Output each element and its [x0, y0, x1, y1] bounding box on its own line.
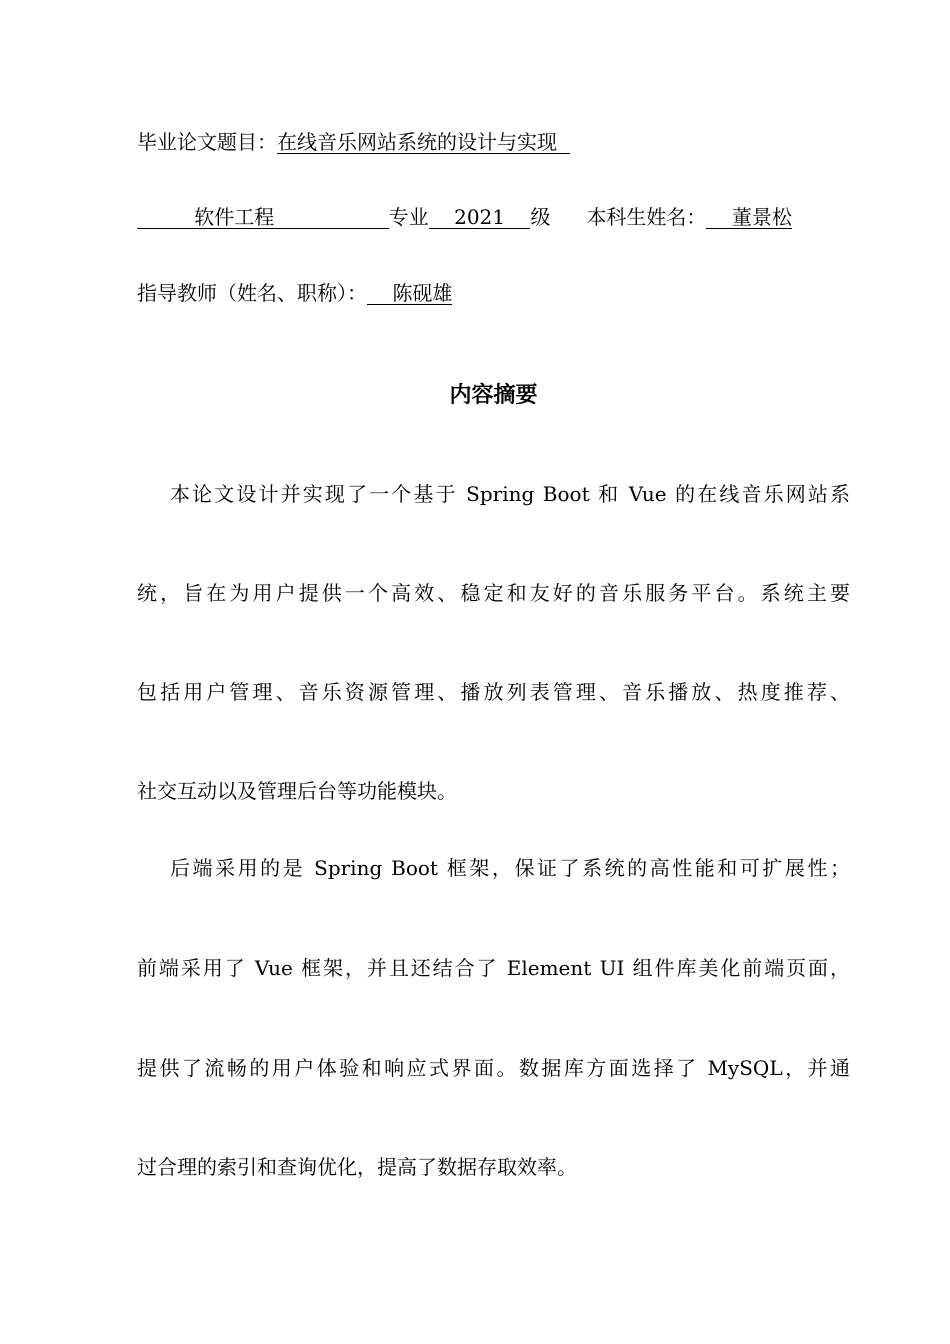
thesis-title-line [137, 129, 570, 155]
thesis-title-label: 毕业论文题目： [137, 130, 277, 154]
student-name-value: 董景松 [706, 206, 791, 229]
major-label: 专业 [388, 205, 429, 229]
paragraph-2-line-3: 提供了流畅的用户体验和响应式界面。数据库方面选择了 MySQL，并通 [137, 1056, 850, 1080]
thesis-title-value: 在线音乐网站系统的设计与实现 [277, 131, 570, 154]
major-grade-student-line [137, 204, 792, 230]
paragraph-1-line-1: 本论文设计并实现了一个基于 Spring Boot 和 Vue 的在线音乐网站系 [170, 482, 850, 506]
major-value: 软件工程 [137, 206, 389, 229]
paragraph-1-line-2: 统，旨在为用户提供一个高效、稳定和友好的音乐服务平台。系统主要 [137, 581, 850, 605]
paragraph-2-line-4: 过合理的索引和查询优化，提高了数据存取效率。 [137, 1155, 577, 1179]
abstract-heading: 内容摘要 [449, 383, 538, 408]
paragraph-2-line-1: 后端采用的是 Spring Boot 框架，保证了系统的高性能和可扩展性； [170, 856, 850, 880]
student-name-label: 本科生姓名： [586, 205, 707, 229]
grade-label: 级 [530, 205, 551, 229]
advisor-name-value: 陈砚雄 [367, 282, 452, 305]
advisor-line [137, 280, 452, 306]
grade-value: 2021 [429, 206, 531, 229]
paragraph-1-line-3: 包括用户管理、音乐资源管理、播放列表管理、音乐播放、热度推荐、 [137, 680, 850, 704]
paragraph-2-line-2: 前端采用了 Vue 框架，并且还结合了 Element UI 组件库美化前端页面， [137, 956, 850, 980]
paragraph-1-line-4: 社交互动以及管理后台等功能模块。 [137, 779, 457, 803]
advisor-label: 指导教师（姓名、职称）： [137, 281, 367, 305]
